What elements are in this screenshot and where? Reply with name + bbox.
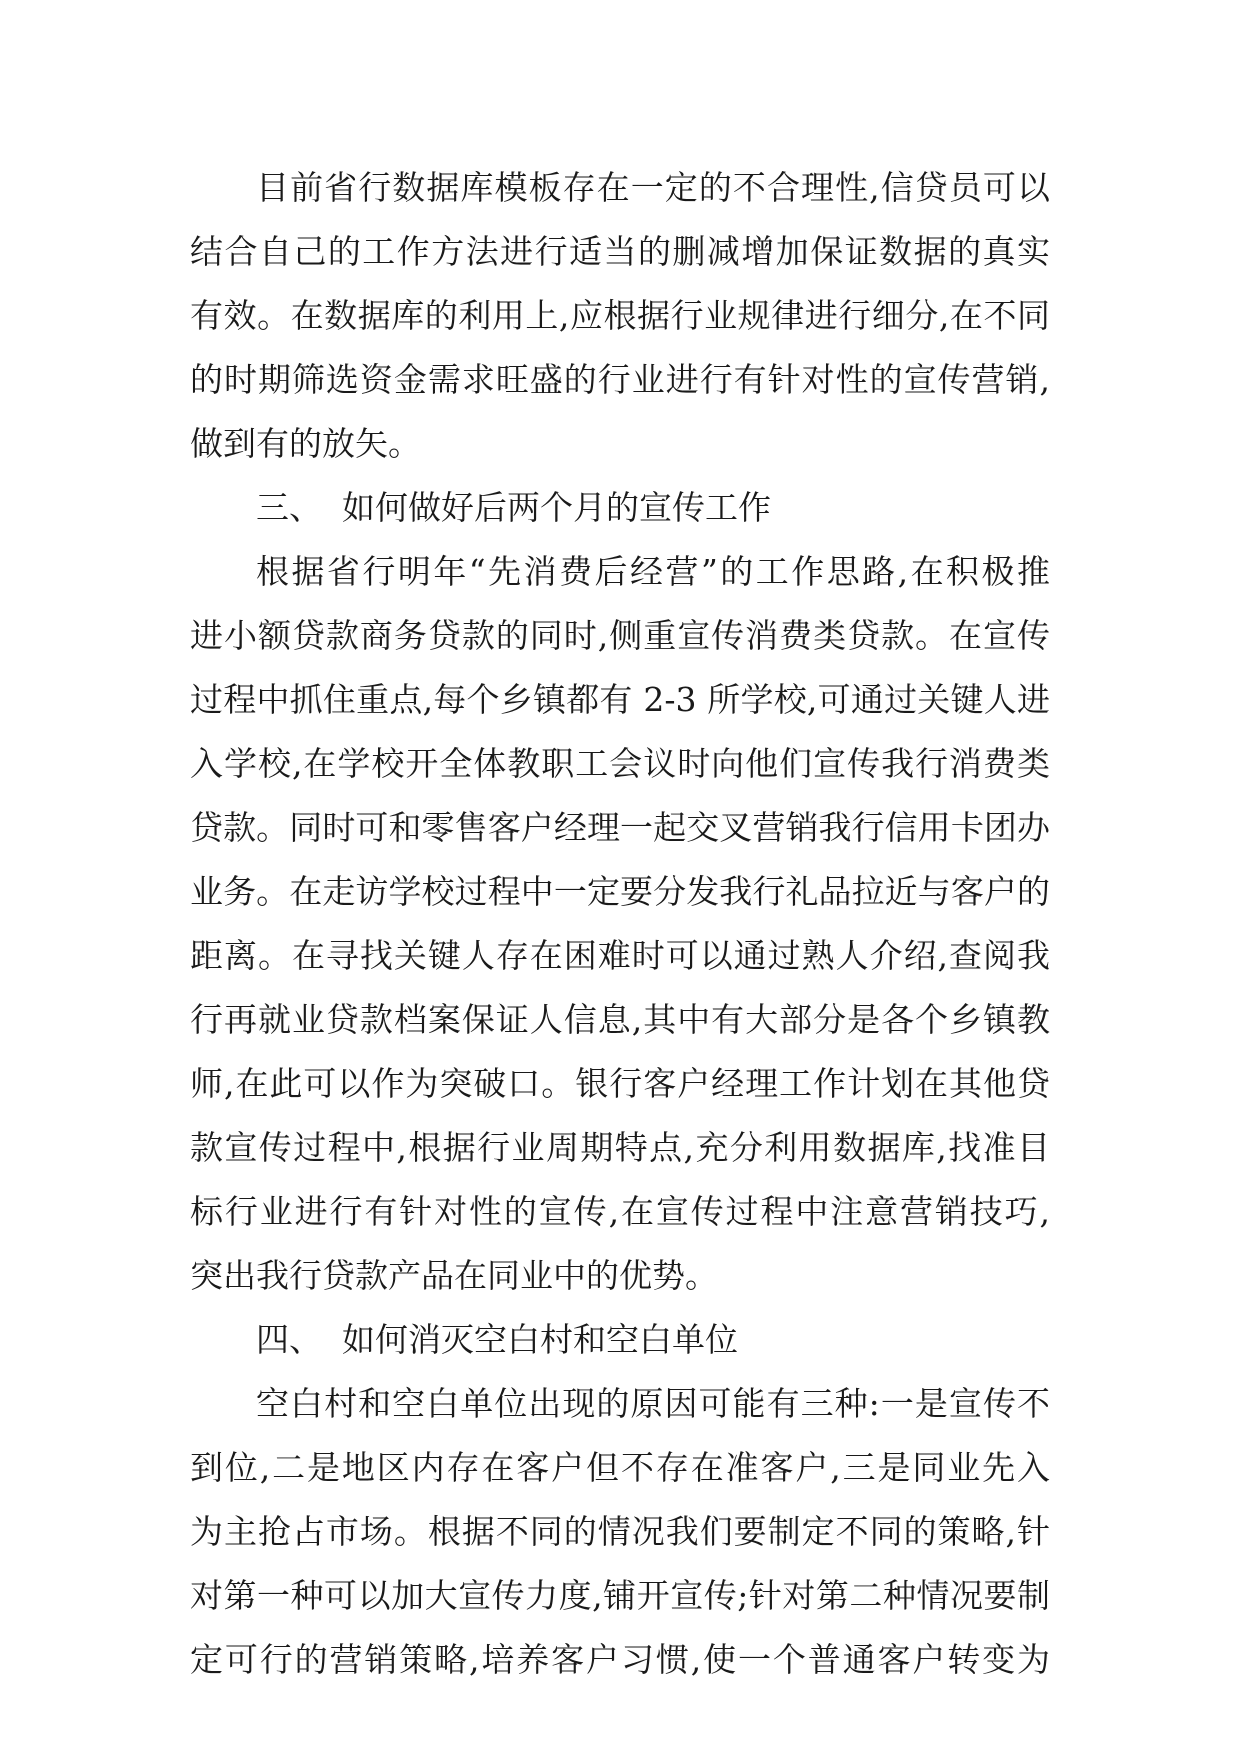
paragraph <box>190 540 1050 1308</box>
paragraph-line: 过程中抓住重点,每个乡镇都有 2-3 所学校,可通过关键人进 <box>190 680 1050 719</box>
paragraph-line: 结合自己的工作方法进行适当的删减增加保证数据的真实 <box>190 232 1050 271</box>
document-body <box>190 156 1050 1692</box>
section-title: 如何做好后两个月的宣传工作 <box>342 488 771 527</box>
paragraph-line: 空白村和空白单位出现的原因可能有三种:一是宣传不 <box>256 1384 1050 1423</box>
paragraph-line: 标行业进行有针对性的宣传,在宣传过程中注意营销技巧, <box>190 1192 1050 1231</box>
paragraph-line: 入学校,在学校开全体教职工会议时向他们宣传我行消费类 <box>190 744 1050 783</box>
paragraph-line: 根据省行明年“先消费后经营”的工作思路,在积极推 <box>256 552 1050 591</box>
section-number: 四、 <box>256 1320 322 1359</box>
section-heading <box>190 476 1050 540</box>
paragraph-line: 的时期筛选资金需求旺盛的行业进行有针对性的宣传营销, <box>190 360 1050 399</box>
paragraph-line: 对第一种可以加大宣传力度,铺开宣传;针对第二种情况要制 <box>190 1576 1050 1615</box>
paragraph-line: 行再就业贷款档案保证人信息,其中有大部分是各个乡镇教 <box>190 1000 1050 1039</box>
paragraph-line: 款宣传过程中,根据行业周期特点,充分利用数据库,找准目 <box>190 1128 1050 1167</box>
paragraph-line: 做到有的放矢。 <box>190 424 421 463</box>
paragraph-line: 距离。在寻找关键人存在困难时可以通过熟人介绍,查阅我 <box>190 936 1050 975</box>
section-title: 如何消灭空白村和空白单位 <box>342 1320 738 1359</box>
paragraph-line: 有效。在数据库的利用上,应根据行业规律进行细分,在不同 <box>190 296 1050 335</box>
paragraph-line: 目前省行数据库模板存在一定的不合理性,信贷员可以 <box>256 168 1050 207</box>
section-number: 三、 <box>256 488 322 527</box>
section-heading <box>190 1308 1050 1372</box>
paragraph-line: 突出我行贷款产品在同业中的优势。 <box>190 1256 718 1295</box>
paragraph-line: 为主抢占市场。根据不同的情况我们要制定不同的策略,针 <box>190 1512 1050 1551</box>
paragraph <box>190 156 1050 476</box>
paragraph-line: 定可行的营销策略,培养客户习惯,使一个普通客户转变为 <box>190 1640 1050 1679</box>
paragraph-line: 师,在此可以作为突破口。银行客户经理工作计划在其他贷 <box>190 1064 1050 1103</box>
paragraph-line: 到位,二是地区内存在客户但不存在准客户,三是同业先入 <box>190 1448 1050 1487</box>
paragraph-line: 贷款。同时可和零售客户经理一起交叉营销我行信用卡团办 <box>190 808 1050 847</box>
paragraph <box>190 1372 1050 1692</box>
paragraph-line: 业务。在走访学校过程中一定要分发我行礼品拉近与客户的 <box>190 872 1050 911</box>
paragraph-line: 进小额贷款商务贷款的同时,侧重宣传消费类贷款。在宣传 <box>190 616 1050 655</box>
